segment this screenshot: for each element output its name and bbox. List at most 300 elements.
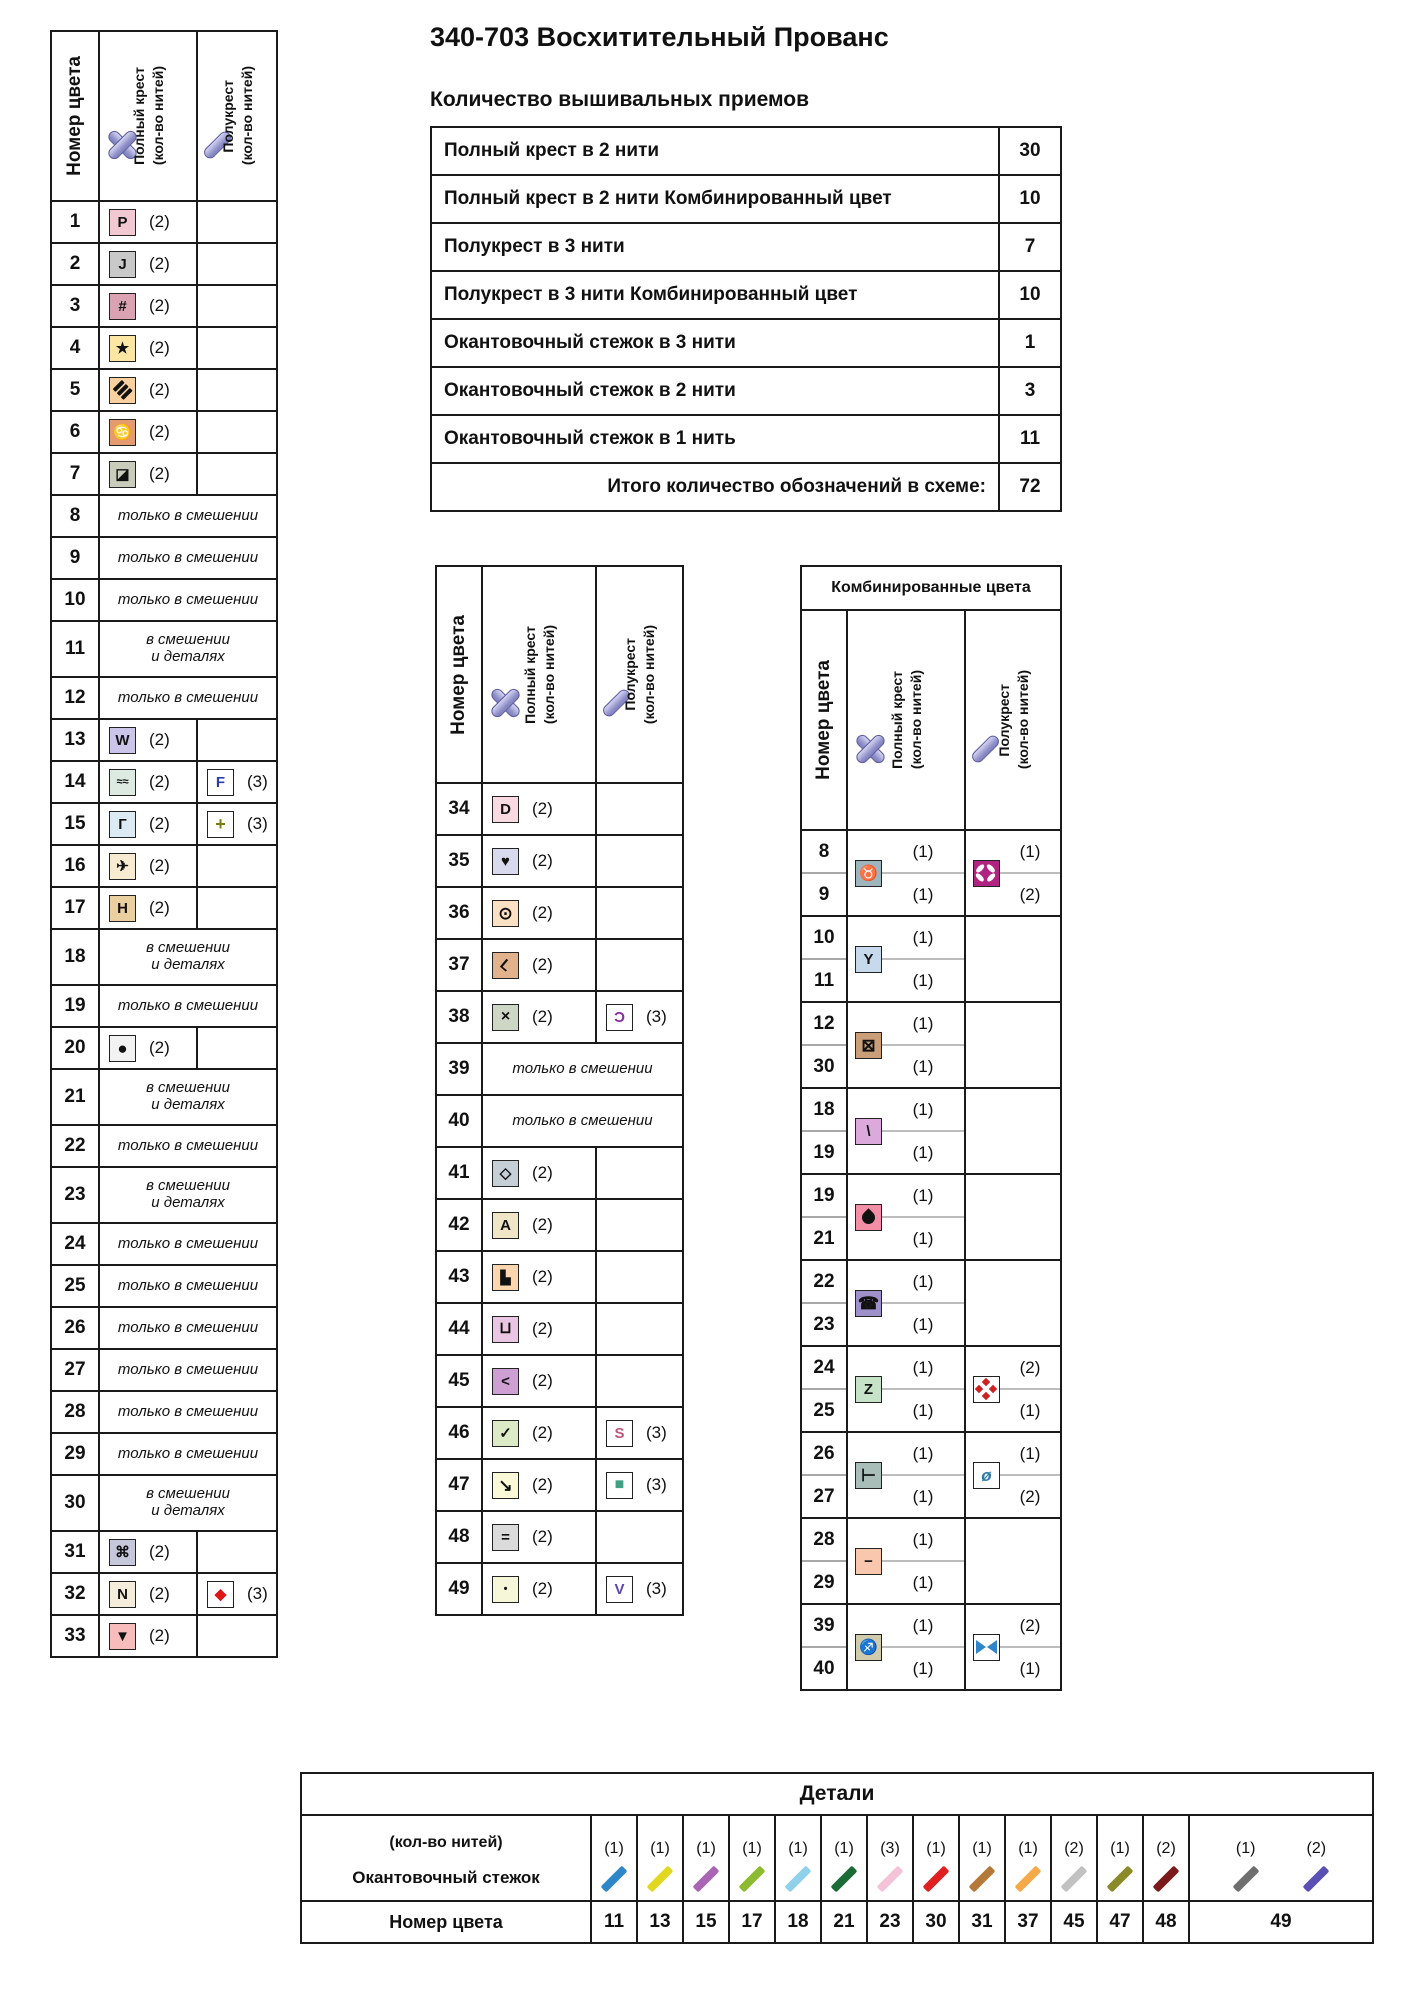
half-cross-header	[197, 31, 277, 201]
symbol-glyph: ♉	[859, 864, 878, 882]
mix-note-line: в смешении	[146, 1177, 230, 1195]
thread-count: (1)	[912, 1530, 934, 1549]
mix-note-line: и деталях	[151, 1194, 225, 1211]
backstitch-slash-icon	[969, 1866, 996, 1893]
full-cross-entry	[100, 377, 196, 404]
thread-count: (2)	[532, 1527, 553, 1546]
technique-count: 1	[999, 319, 1061, 367]
stitch-symbol	[492, 1316, 519, 1343]
color-number: 28	[813, 1529, 835, 1550]
stitch-symbol	[492, 1524, 519, 1551]
color-number: 35	[436, 835, 482, 887]
technique-row	[431, 223, 1061, 271]
details-title-row	[301, 1773, 1373, 1815]
half-cross-cell	[596, 1459, 683, 1511]
symbol-glyph: Г	[118, 815, 127, 833]
half-cross-cell	[596, 887, 683, 939]
half-cross-cell	[197, 1531, 277, 1573]
color-row	[51, 1349, 277, 1391]
backstitch-slash-icon	[1303, 1866, 1330, 1893]
thread-count: (2)	[1000, 872, 1060, 915]
half-cross-cell	[965, 1604, 1061, 1690]
thread-count: (2)	[149, 856, 170, 875]
full-cross-symbol	[855, 860, 882, 887]
half-cross-cell	[197, 285, 277, 327]
full-cross-cell	[99, 1531, 197, 1573]
color-row	[51, 369, 277, 411]
full-cross-entry	[100, 335, 196, 362]
left-grid	[50, 30, 278, 1658]
color-row	[436, 835, 683, 887]
full-cross-entry	[100, 853, 196, 880]
full-cross-cell	[482, 1147, 596, 1199]
thread-count: (1)	[882, 1646, 964, 1689]
combined-row	[801, 916, 1061, 1002]
half-cross-cell	[965, 1174, 1061, 1260]
color-number: 12	[51, 677, 99, 719]
backstitch-entry	[730, 1833, 774, 1883]
symbol-glyph: F	[215, 773, 226, 791]
technique-label: Окантовочный стежок в 3 нити	[431, 319, 999, 367]
full-cross-cell	[99, 369, 197, 411]
stitch-symbol	[109, 461, 136, 488]
full-cross-cell	[847, 1174, 965, 1260]
thread-count: (3)	[247, 814, 268, 833]
thread-count: (3)	[646, 1475, 667, 1494]
full-cross-cell	[99, 803, 197, 845]
half-cross-cell	[965, 830, 1061, 916]
num-header	[51, 31, 99, 201]
half-cross-symbol	[973, 1376, 1000, 1403]
color-number: 32	[51, 1573, 99, 1615]
half-cross-entry	[597, 1576, 682, 1603]
mix-note: только в смешении	[99, 985, 277, 1027]
backstitch-cell	[637, 1815, 683, 1901]
thread-count: (1)	[912, 928, 934, 947]
full-cross-cell	[847, 830, 965, 916]
symbol-glyph: ⊔	[499, 1320, 512, 1337]
color-row	[51, 1265, 277, 1307]
color-row	[51, 285, 277, 327]
color-row	[436, 1251, 683, 1303]
color-number: 49	[1189, 1901, 1373, 1943]
color-number: 27	[51, 1349, 99, 1391]
num-header	[436, 566, 482, 783]
color-number: 29	[51, 1433, 99, 1475]
color-number-pair	[801, 830, 847, 916]
half-cross-cell	[965, 1518, 1061, 1604]
half-cross-entry	[198, 811, 276, 838]
color-number: 4	[51, 327, 99, 369]
color-row	[51, 1433, 277, 1475]
color-number: 8	[818, 841, 830, 862]
backstitch-entry	[592, 1833, 636, 1883]
thread-count: (1)	[1110, 1840, 1130, 1857]
half-cross-cell	[197, 1615, 277, 1657]
technique-label: Полукрест в 3 нити Комбинированный цвет	[431, 271, 999, 319]
full-cross-cell	[482, 1407, 596, 1459]
color-number: 17	[729, 1901, 775, 1943]
half-cross-cell	[197, 719, 277, 761]
mix-note-line: в смешении	[146, 939, 230, 957]
color-number: 49	[436, 1563, 482, 1615]
stitch-symbol	[207, 811, 234, 838]
color-number: 9	[51, 537, 99, 579]
stitch-symbol	[109, 1035, 136, 1062]
quad-symbol	[974, 1377, 999, 1402]
stitch-symbol	[492, 1576, 519, 1603]
symbol-glyph: \	[866, 1122, 871, 1140]
color-row	[51, 929, 277, 985]
mix-note: только в смешении	[99, 1307, 277, 1349]
thread-count: (1)	[882, 1560, 964, 1603]
symbol-glyph: ×	[500, 1008, 511, 1025]
mix-note: только в смешении	[99, 579, 277, 621]
combined-row	[801, 1432, 1061, 1518]
backstitch-cell	[683, 1815, 729, 1901]
stitch-symbol	[109, 335, 136, 362]
thread-count: (1)	[882, 1130, 964, 1173]
symbol-glyph: D	[500, 800, 511, 818]
full-cross-entry	[483, 1472, 595, 1499]
color-row	[51, 1223, 277, 1265]
full-cross-entry	[483, 796, 595, 823]
color-number: 25	[802, 1388, 846, 1431]
backstitch-slash-icon	[1061, 1866, 1088, 1893]
backstitch-cell	[1143, 1815, 1189, 1901]
thread-count: (2)	[532, 1579, 553, 1598]
color-row	[436, 1511, 683, 1563]
half-cross-cell	[965, 1002, 1061, 1088]
half-cross-cell	[197, 327, 277, 369]
backstitch-cell	[1097, 1815, 1143, 1901]
thread-count: (1)	[912, 1272, 934, 1291]
stitch-symbol	[492, 796, 519, 823]
details-stitch-row	[301, 1815, 1373, 1901]
combined-row	[801, 1346, 1061, 1432]
thread-count: (2)	[532, 903, 553, 922]
symbol-glyph: V	[614, 1580, 625, 1598]
stitch-symbol	[606, 1004, 633, 1031]
color-number: 24	[813, 1357, 835, 1378]
thread-count: (1)	[882, 1388, 964, 1431]
combined-row	[801, 830, 1061, 916]
thread-count: (2)	[149, 464, 170, 483]
thread-count: (1)	[1019, 842, 1041, 861]
full-cross-cell	[482, 991, 596, 1043]
thread-count: (2)	[532, 955, 553, 974]
combined-row	[801, 1174, 1061, 1260]
color-row	[436, 1147, 683, 1199]
symbol-glyph: ✓	[499, 1424, 512, 1442]
details-title: Детали	[301, 1773, 1373, 1815]
thread-count: (2)	[149, 1584, 170, 1603]
half-cross-entry	[597, 1472, 682, 1499]
thread-count: (2)	[532, 1163, 553, 1182]
backstitch-slash-icon	[1107, 1866, 1134, 1893]
thread-count: (1)	[912, 1444, 934, 1463]
full-cross-cell	[99, 411, 197, 453]
thread-count: (2)	[149, 814, 170, 833]
color-number-label: Номер цвета	[301, 1901, 591, 1943]
half-cross-cell	[596, 1355, 683, 1407]
color-number: 6	[51, 411, 99, 453]
thread-count: (2)	[532, 1371, 553, 1390]
color-row	[51, 1531, 277, 1573]
backstitch-cell	[959, 1815, 1005, 1901]
color-number: 33	[51, 1615, 99, 1657]
color-number: 25	[51, 1265, 99, 1307]
thread-count: (1)	[696, 1840, 716, 1857]
full-cross-symbol	[855, 1376, 882, 1403]
mix-note-line: и деталях	[151, 956, 225, 973]
full-cross-symbol	[855, 1118, 882, 1145]
thread-count: (2)	[532, 1319, 553, 1338]
full-cross-cell	[99, 1573, 197, 1615]
column-label: Полукрест	[219, 79, 236, 153]
half-cross-cell	[197, 1573, 277, 1615]
legend-header-row	[436, 566, 683, 783]
color-row	[51, 1125, 277, 1167]
color-row	[51, 1615, 277, 1657]
half-cross-entry	[198, 1581, 276, 1608]
symbol-glyph: ≈≈	[116, 775, 129, 788]
color-number: 2	[51, 243, 99, 285]
color-number: 19	[813, 1185, 835, 1206]
technique-count: 30	[999, 127, 1061, 175]
color-number-pair	[801, 1518, 847, 1604]
backstitch-entry	[1301, 1833, 1331, 1883]
half-cross-cell	[596, 783, 683, 835]
color-number: 30	[51, 1475, 99, 1531]
thread-count: (1)	[882, 958, 964, 1001]
color-number: 23	[51, 1167, 99, 1223]
stitch-symbol	[492, 1160, 519, 1187]
color-number: 21	[51, 1069, 99, 1125]
color-number: 46	[436, 1407, 482, 1459]
color-row	[436, 1043, 683, 1095]
technique-label: Полукрест в 3 нити	[431, 223, 999, 271]
stitch-symbol	[492, 1420, 519, 1447]
symbol-glyph: P	[117, 213, 128, 231]
page-title: 340-703 Восхитительный Прованс	[430, 22, 889, 52]
color-row	[436, 991, 683, 1043]
full-cross-cell	[482, 939, 596, 991]
thread-count: (1)	[926, 1840, 946, 1857]
full-cross-cell	[847, 1088, 965, 1174]
half-cross-cell	[197, 887, 277, 929]
symbol-glyph: ◇	[499, 1164, 512, 1182]
drop-symbol	[856, 1205, 881, 1230]
full-cross-header	[99, 31, 197, 201]
mix-note: только в смешении	[99, 677, 277, 719]
thread-count: (1)	[604, 1840, 624, 1857]
symbol-glyph: =	[501, 1528, 510, 1546]
color-number: 30	[913, 1901, 959, 1943]
color-row	[51, 803, 277, 845]
color-row	[51, 453, 277, 495]
thread-count: (1)	[912, 842, 934, 861]
bowtie-symbol	[974, 1635, 999, 1660]
full-cross-header	[482, 566, 596, 783]
stitch-symbol	[109, 769, 136, 796]
color-row	[51, 579, 277, 621]
mix-note: только в смешении	[99, 1125, 277, 1167]
half-cross-cell	[197, 411, 277, 453]
backstitch-entry	[1098, 1833, 1142, 1883]
backstitch-slash-icon	[1232, 1866, 1259, 1893]
column-label: Полукрест	[995, 683, 1012, 757]
full-cross-cell	[482, 1563, 596, 1615]
stitch-symbol	[109, 811, 136, 838]
color-row	[51, 761, 277, 803]
combined-colors-table	[800, 565, 1062, 1691]
color-number-pair	[801, 1088, 847, 1174]
symbol-glyph: −	[864, 1552, 873, 1570]
half-cross-cell	[197, 453, 277, 495]
color-row	[51, 719, 277, 761]
full-cross-cell	[482, 835, 596, 887]
thread-count: (2)	[1306, 1840, 1327, 1857]
mix-note-line: и деталях	[151, 648, 225, 665]
column-label: Полукрест	[622, 638, 638, 711]
symbol-glyph: Ɔ	[614, 1008, 625, 1026]
backstitch-cell	[591, 1815, 637, 1901]
full-cross-cell	[99, 845, 197, 887]
half-cross-cell	[965, 1346, 1061, 1432]
full-cross-entry	[100, 1623, 196, 1650]
full-cross-symbol	[855, 946, 882, 973]
full-cross-cell	[99, 201, 197, 243]
symbol-glyph: ø	[981, 1465, 992, 1485]
color-row	[51, 537, 277, 579]
color-number: 21	[821, 1901, 867, 1943]
color-row	[436, 887, 683, 939]
thread-count: (2)	[149, 1038, 170, 1057]
backstitch-cell	[775, 1815, 821, 1901]
column-label: (кол-во нитей)	[238, 66, 255, 166]
thread-count: (2)	[149, 212, 170, 231]
color-number-pair	[801, 1604, 847, 1690]
full-cross-cell	[847, 1432, 965, 1518]
symbol-glyph: ✈	[116, 857, 129, 875]
color-number: 34	[436, 783, 482, 835]
color-row	[51, 495, 277, 537]
color-number: 40	[436, 1095, 482, 1147]
backstitch-entry	[776, 1833, 820, 1883]
half-cross-cell	[965, 916, 1061, 1002]
thread-count: (1)	[1018, 1840, 1038, 1857]
full-cross-cell	[99, 761, 197, 803]
full-cross-entry	[100, 1539, 196, 1566]
backstitch-slash-icon	[739, 1866, 766, 1893]
stitch-symbol	[606, 1472, 633, 1499]
thread-count: (2)	[532, 851, 553, 870]
thread-count: (2)	[1156, 1840, 1176, 1857]
half-cross-entry	[597, 1004, 682, 1031]
thread-count: (1)	[1000, 1646, 1060, 1689]
thread-count: (2)	[149, 898, 170, 917]
color-number: 38	[436, 991, 482, 1043]
half-cross-cell	[596, 1251, 683, 1303]
thread-count: (1)	[912, 1100, 934, 1119]
thread-count: (2)	[532, 799, 553, 818]
technique-label: Итого количество обозначений в схеме:	[431, 463, 999, 511]
stitch-symbol	[109, 419, 136, 446]
mix-note	[99, 1167, 277, 1223]
color-number-pair	[801, 1432, 847, 1518]
stitch-symbol	[109, 377, 136, 404]
full-cross-cell	[847, 1518, 965, 1604]
backstitch-slash-icon	[785, 1866, 812, 1893]
combined-row	[801, 1604, 1061, 1690]
color-number: 15	[51, 803, 99, 845]
stitch-symbol	[606, 1420, 633, 1447]
color-row	[436, 1199, 683, 1251]
stitch-symbol	[109, 1623, 136, 1650]
full-cross-symbol	[855, 1032, 882, 1059]
half-cross-symbol	[973, 860, 1000, 887]
symbol-glyph: ⊙	[498, 903, 513, 923]
combined-row	[801, 1518, 1061, 1604]
full-cross-cell	[99, 1615, 197, 1657]
full-cross-cell	[482, 1303, 596, 1355]
full-cross-entry	[483, 900, 595, 927]
symbol-glyph: ⊢	[861, 1465, 876, 1485]
legend-header-row	[51, 31, 277, 201]
color-number: 10	[813, 927, 835, 948]
technique-row	[431, 271, 1061, 319]
color-row	[436, 1095, 683, 1147]
stitch-symbol	[109, 209, 136, 236]
technique-label: Окантовочный стежок в 1 нить	[431, 415, 999, 463]
full-cross-entry	[483, 1420, 595, 1447]
symbol-glyph: #	[118, 297, 127, 315]
stitch-symbol	[109, 895, 136, 922]
half-cross-cell	[596, 1199, 683, 1251]
color-number: 5	[51, 369, 99, 411]
full-cross-symbol	[855, 1634, 882, 1661]
full-cross-symbol	[855, 1548, 882, 1575]
mix-note: только в смешении	[99, 537, 277, 579]
color-row	[51, 1027, 277, 1069]
thread-count: (3)	[247, 772, 268, 791]
full-cross-cell	[482, 1251, 596, 1303]
slashes3-symbol	[110, 378, 135, 403]
stitch-symbol	[109, 727, 136, 754]
column-label: Полный крест	[521, 625, 538, 724]
color-number-pair	[801, 1260, 847, 1346]
backstitch-entry	[914, 1833, 958, 1883]
color-number-pair	[801, 1346, 847, 1432]
full-cross-cell	[847, 1604, 965, 1690]
full-cross-entry	[483, 1524, 595, 1551]
color-row	[436, 783, 683, 835]
combined-row	[801, 1088, 1061, 1174]
color-number: 45	[436, 1355, 482, 1407]
color-number: 39	[813, 1615, 835, 1636]
color-number: 30	[802, 1044, 846, 1087]
backstitch-entry	[822, 1833, 866, 1883]
thread-count: (1)	[912, 1616, 934, 1635]
color-row	[436, 1303, 683, 1355]
mix-note	[99, 1069, 277, 1125]
symbol-glyph: ♋	[113, 423, 132, 441]
color-number: 40	[802, 1646, 846, 1689]
mix-note-line: и деталях	[151, 1502, 225, 1519]
full-cross-cell	[99, 887, 197, 929]
color-row	[51, 845, 277, 887]
